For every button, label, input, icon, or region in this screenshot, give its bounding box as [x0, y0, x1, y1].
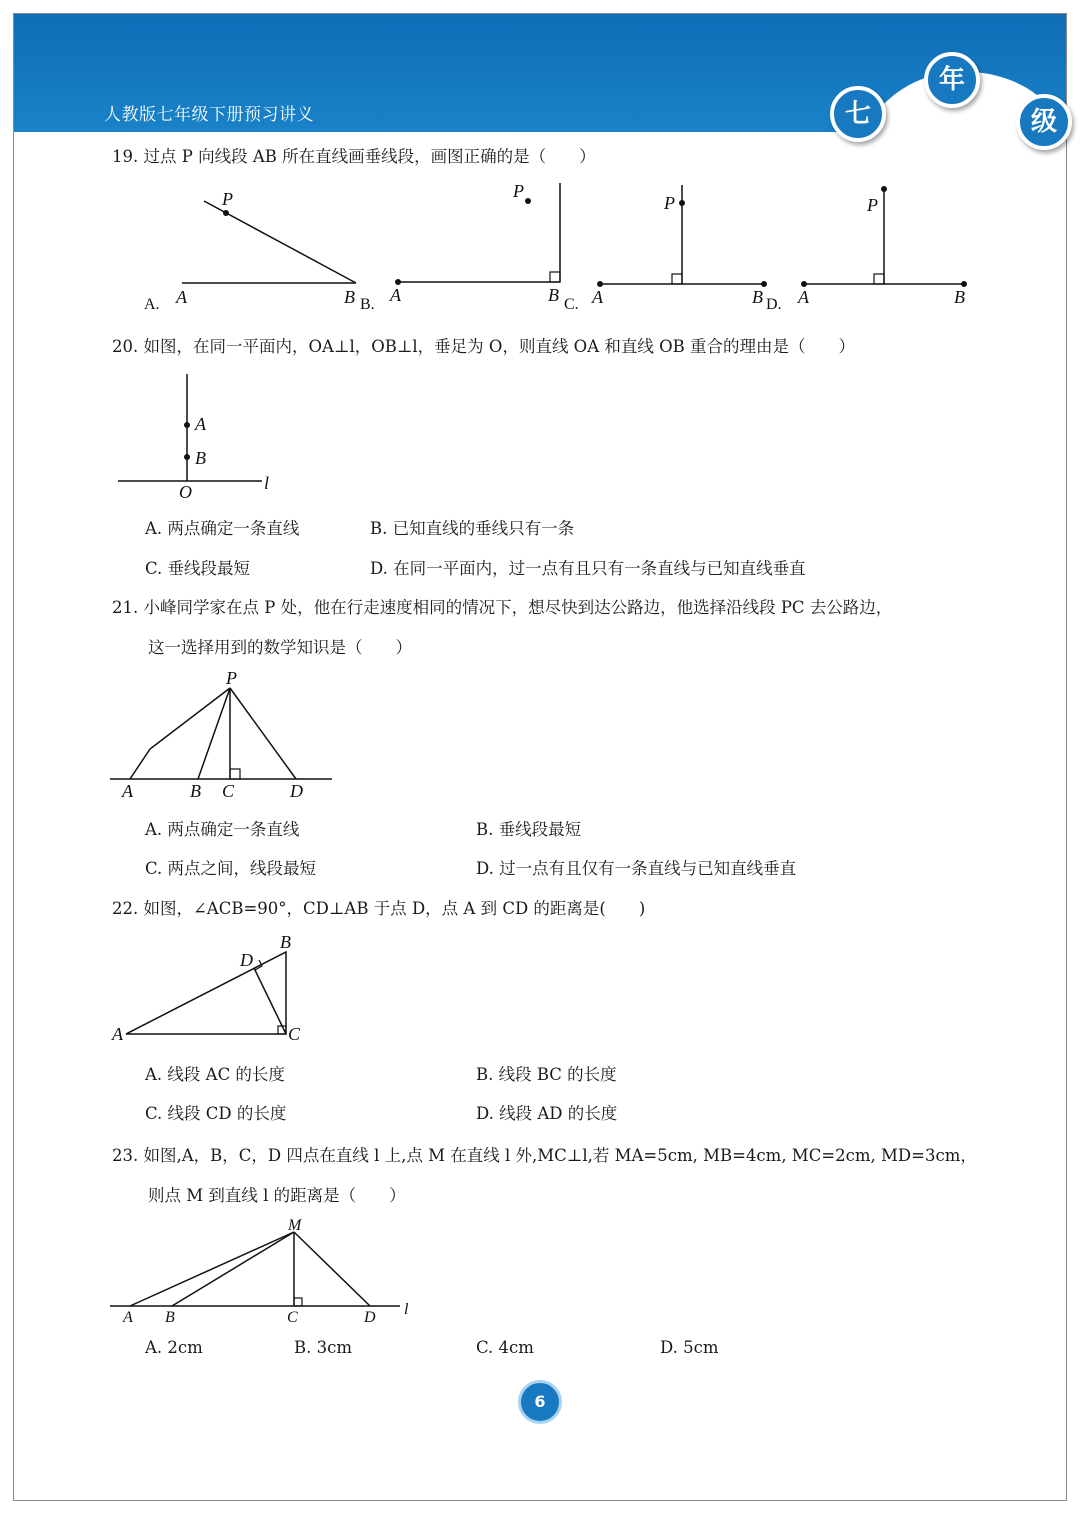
q19-figure-d [766, 186, 967, 313]
q23-label-b: B [165, 1309, 175, 1326]
q21-option-d[interactable]: D. 过一点有且仅有一条直线与已知直线垂直 [476, 859, 797, 878]
q19-d-label-p: P [867, 195, 878, 215]
q22-stem: 22. 如图，∠ACB=90°，CD⊥AB 于点 D，点 A 到 CD 的距离是( ) [112, 899, 646, 918]
q23-option-a[interactable]: A. 2cm [145, 1338, 203, 1357]
q21-label-d: D [290, 781, 303, 801]
q23-label-d: D [364, 1309, 376, 1326]
q19-stem: 19. 过点 P 向线段 AB 所在直线画垂线段，画图正确的是（ ） [112, 147, 596, 166]
q19-figure-c [564, 185, 767, 313]
q19-c-label-b: B [752, 287, 763, 307]
q23-label-m: M [288, 1217, 302, 1234]
q19-b-label-a: A [390, 285, 401, 305]
q20-option-c[interactable]: C. 垂线段最短 [145, 559, 251, 578]
q23-figure [108, 1214, 418, 1326]
q21-label-b: B [190, 781, 201, 801]
q19-a-label-p: P [222, 189, 233, 209]
q22-label-c: C [288, 1024, 301, 1044]
q20-stem: 20. 如图，在同一平面内，OA⊥l，OB⊥l，垂足为 O，则直线 OA 和直线 OB 重合的理由是（ ） [112, 337, 856, 356]
q20-label-l: l [264, 473, 270, 493]
q23-label-c: C [287, 1309, 298, 1326]
q19-a-label-a: A [176, 287, 187, 307]
q21-figure [108, 668, 338, 803]
q22-label-a: A [112, 1024, 123, 1044]
q21-option-a[interactable]: A. 两点确定一条直线 [145, 820, 300, 839]
q23-label-l: l [404, 1301, 409, 1318]
q19-figure-b [360, 181, 560, 313]
badge-qi: 七 [830, 86, 886, 142]
q23-stem-line1: 23. 如图,A，B，C，D 四点在直线 l 上,点 M 在直线 l 外,MC⊥l,若 MA=5cm, MB=4cm, MC=2cm, MD=3cm， [112, 1146, 977, 1165]
q19-c-label-a: A [592, 287, 603, 307]
q22-option-d[interactable]: D. 线段 AD 的长度 [476, 1104, 618, 1123]
q20-option-a[interactable]: A. 两点确定一条直线 [145, 519, 300, 538]
page-number: 6 [518, 1380, 562, 1424]
q19-b-label-b: B [548, 285, 559, 305]
q22-figure [108, 930, 318, 1048]
q23-option-b[interactable]: B. 3cm [294, 1338, 352, 1357]
q19-figure-a [144, 189, 356, 313]
q19-option-d-letter: D. [766, 296, 782, 313]
header-title: 人教版七年级下册预习讲义 [104, 105, 314, 125]
q21-stem-line1: 21. 小峰同学家在点 P 处，他在行走速度相同的情况下，想尽快到达公路边，他选择沿线段 PC 去公路边， [112, 598, 893, 617]
q23-option-d[interactable]: D. 5cm [660, 1338, 719, 1357]
q21-option-c[interactable]: C. 两点之间，线段最短 [145, 859, 317, 878]
q23-label-a: A [123, 1309, 133, 1326]
q20-label-b: B [195, 448, 206, 468]
q21-option-b[interactable]: B. 垂线段最短 [476, 820, 582, 839]
q19-b-label-p: P [513, 181, 524, 201]
q19-option-c-letter: C. [564, 296, 579, 313]
q19-option-b-letter: B. [360, 296, 375, 313]
q20-option-d[interactable]: D. 在同一平面内，过一点有且只有一条直线与已知直线垂直 [370, 559, 806, 578]
q22-option-c[interactable]: C. 线段 CD 的长度 [145, 1104, 287, 1123]
q22-label-d: D [240, 950, 253, 970]
q19-d-label-a: A [798, 287, 809, 307]
q19-figures [140, 175, 990, 320]
q21-stem-line2: 这一选择用到的数学知识是（ ） [148, 638, 412, 657]
q22-option-a[interactable]: A. 线段 AC 的长度 [145, 1065, 285, 1084]
q19-c-label-p: P [664, 193, 675, 213]
badge-ji: 级 [1016, 94, 1072, 150]
badge-nian: 年 [924, 52, 980, 108]
q21-label-a: A [122, 781, 133, 801]
q20-option-b[interactable]: B. 已知直线的垂线只有一条 [370, 519, 575, 538]
q22-label-b: B [280, 932, 291, 952]
q20-label-o: O [179, 482, 192, 502]
q20-figure [112, 368, 282, 503]
q21-label-c: C [222, 781, 235, 801]
q19-d-label-b: B [954, 287, 965, 307]
q23-option-c[interactable]: C. 4cm [476, 1338, 534, 1357]
q23-stem-line2: 则点 M 到直线 l 的距离是（ ） [148, 1186, 406, 1205]
q19-option-a-letter: A. [144, 296, 160, 313]
q20-label-a: A [195, 414, 206, 434]
q22-option-b[interactable]: B. 线段 BC 的长度 [476, 1065, 617, 1084]
q21-label-p: P [226, 668, 237, 688]
q19-a-label-b: B [344, 287, 355, 307]
